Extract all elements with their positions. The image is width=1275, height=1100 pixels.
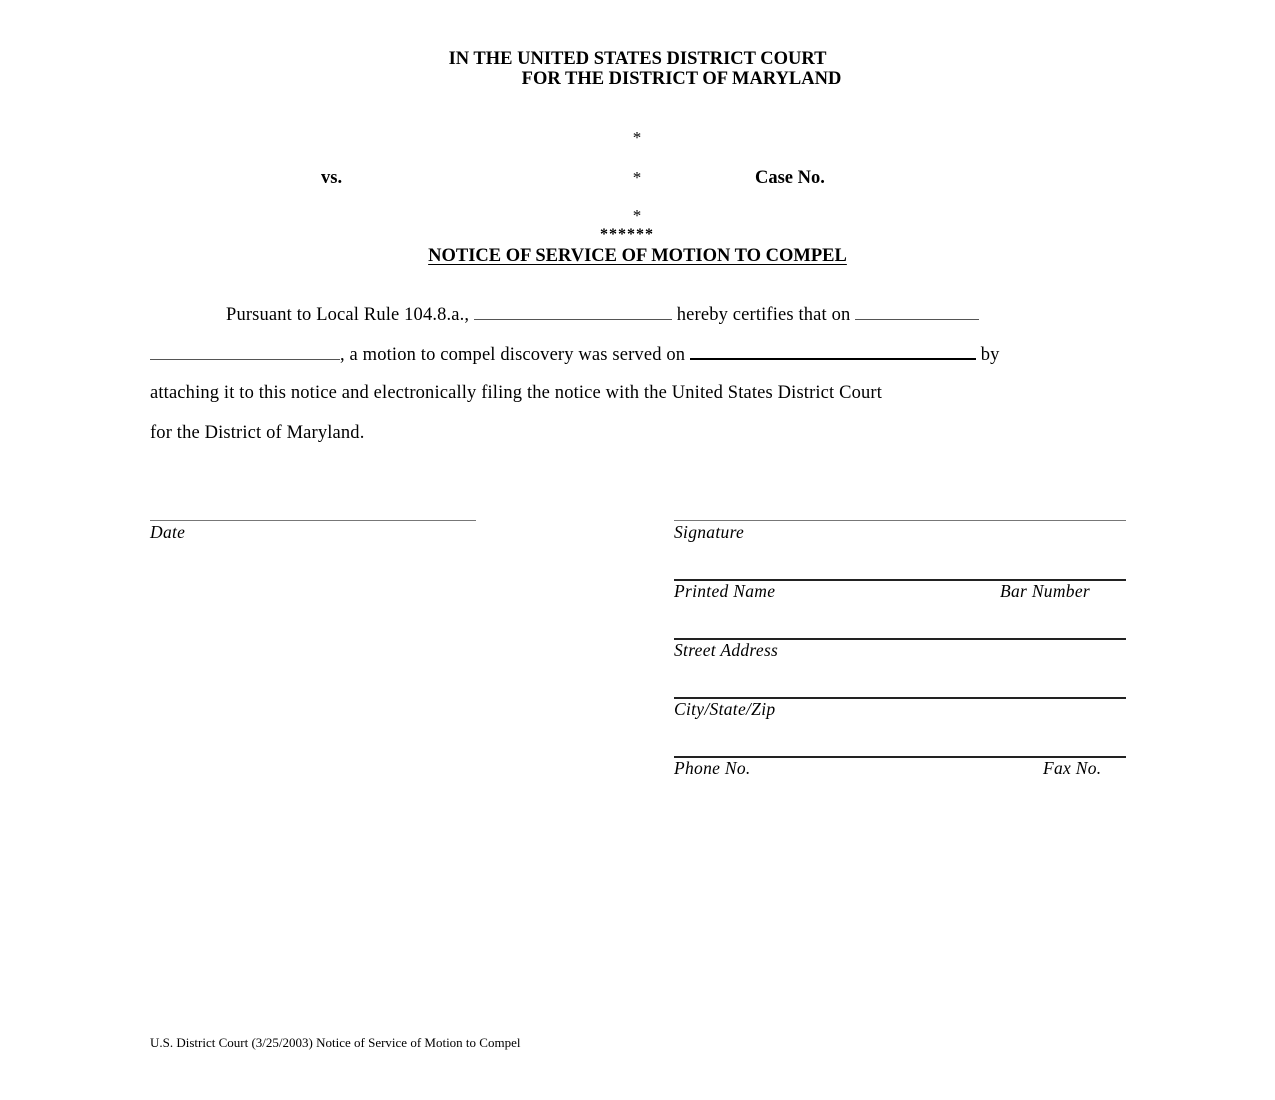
- party-name-blank[interactable]: [474, 305, 672, 320]
- court-heading-line2: FOR THE DISTRICT OF MARYLAND: [521, 69, 842, 89]
- caption-star: *: [632, 168, 642, 187]
- body-line-4: for the District of Maryland.: [150, 423, 365, 443]
- served-party-blank[interactable]: [690, 344, 976, 360]
- street-address-label: Street Address: [674, 640, 779, 660]
- service-date-continued-blank[interactable]: [150, 345, 340, 360]
- printed-name-label: Printed Name: [674, 581, 776, 601]
- phone-number-label: Phone No.: [674, 758, 751, 778]
- body-line-2: [150, 344, 1000, 366]
- body-text: , a motion to compel discovery was served on: [340, 345, 686, 365]
- fax-number-label: Fax No.: [1043, 758, 1102, 778]
- signature-label: Signature: [674, 522, 745, 542]
- document-title: NOTICE OF SERVICE OF MOTION TO COMPEL: [428, 246, 847, 266]
- body-text: Pursuant to Local Rule 104.8.a.,: [226, 305, 470, 325]
- body-text: by: [980, 345, 1000, 365]
- case-number-label: Case No.: [755, 168, 825, 188]
- body-line-3: attaching it to this notice and electronically filing the notice with the United States District Court: [150, 383, 883, 403]
- caption-separator: ******: [600, 226, 654, 243]
- form-footer: U.S. District Court (3/25/2003) Notice of Service of Motion to Compel: [150, 1035, 521, 1050]
- body-line-1: [226, 305, 979, 326]
- date-label: Date: [150, 522, 186, 542]
- bar-number-label: Bar Number: [1000, 581, 1091, 601]
- city-state-zip-label: City/State/Zip: [674, 699, 776, 719]
- caption-star: *: [632, 206, 642, 225]
- caption-star: *: [632, 128, 642, 147]
- service-date-blank[interactable]: [855, 305, 979, 320]
- versus-label: vs.: [321, 168, 343, 188]
- signature-line[interactable]: [674, 520, 1126, 521]
- body-text: hereby certifies that on: [676, 305, 851, 325]
- date-line[interactable]: [150, 520, 476, 521]
- court-heading-line1: IN THE UNITED STATES DISTRICT COURT: [448, 49, 827, 69]
